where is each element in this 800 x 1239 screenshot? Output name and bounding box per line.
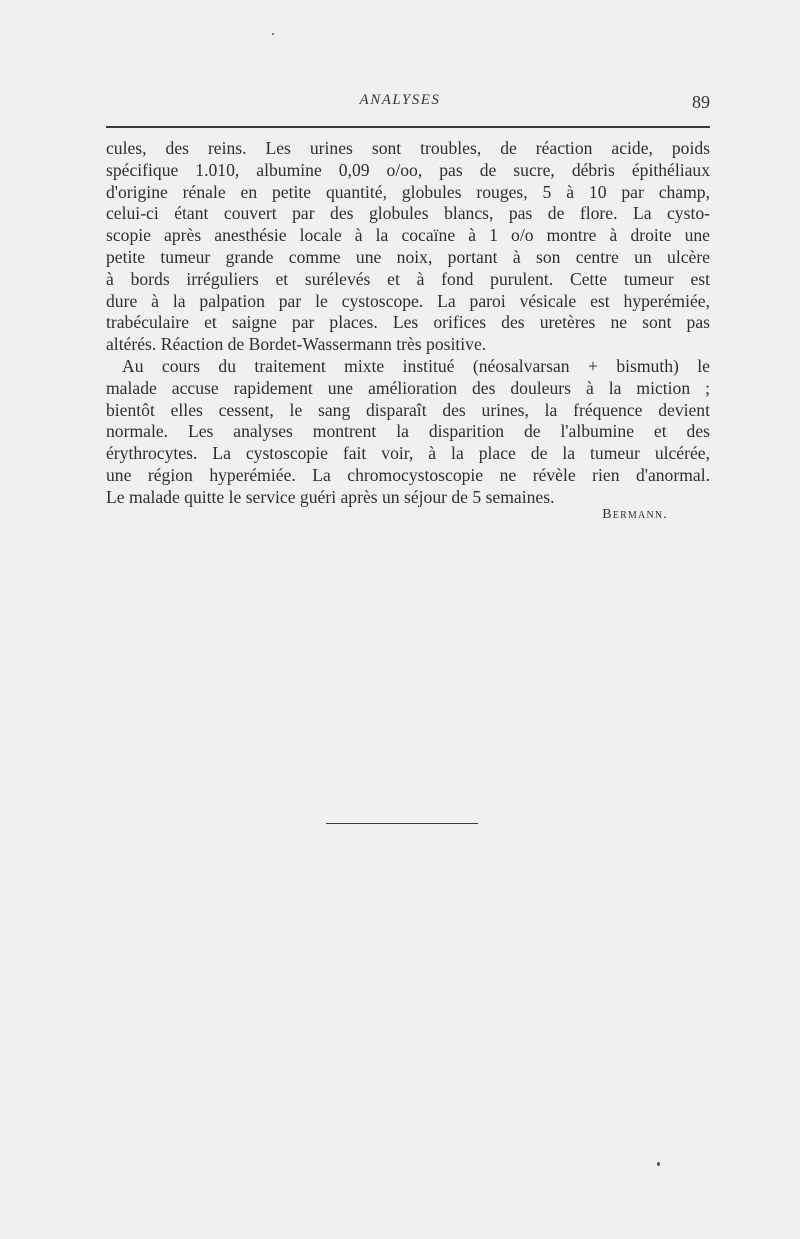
text-line: une région hyperémiée. La chromocystoscopie ne révèle rien d'anormal. [106,464,710,485]
text-line: érythrocytes. La cystoscopie fait voir, à la place de la tumeur ulcérée, [106,443,710,464]
text-line: trabéculaire et saigne par places. Les orifices des uretères ne sont pas [106,312,710,333]
text-line: d'origine rénale en petite quantité, globules rouges, 5 à 10 par champ, [106,181,710,202]
text-line: Le malade quitte le service guéri après un séjour de 5 semaines. [106,486,555,507]
text-line: à bords irréguliers et surélevés et à fond purulent. Cette tumeur est [106,268,710,289]
text-line: petite tumeur grande comme une noix, portant à son centre un ulcère [106,246,710,267]
paragraph-1 [106,138,710,356]
text-line: normale. Les analyses montrent la disparition de l'albumine et des [106,421,710,442]
body-text [106,138,710,509]
text-line: scopie après anesthésie locale à la cocaïne à 1 o/o montre à droite une [106,225,710,246]
text-line: malade accuse rapidement une amélioration des douleurs à la miction ; [106,377,710,398]
page-number: 89 [692,92,710,112]
text-line: cules, des reins. Les urines sont troubles, de réaction acide, poids [106,138,710,158]
running-head [0,92,800,116]
paragraph-2 [106,356,710,509]
header-rule [106,126,710,128]
running-title: ANALYSES [359,92,441,108]
text-line: celui-ci étant couvert par des globules blancs, pas de flore. La cysto- [106,203,710,224]
text-line: spécifique 1.010, albumine 0,09 o/oo, pas de sucre, débris épithéliaux [106,159,710,180]
paper-speck [657,1162,660,1166]
text-line: bientôt elles cessent, le sang disparaît des urines, la fréquence devient [106,399,710,420]
end-rule [326,823,478,824]
text-line: Au cours du traitement mixte institué (néosalvarsan + bismuth) le [122,355,710,376]
paper-speck [272,33,274,35]
text-line: dure à la palpation par le cystoscope. La paroi vésicale est hyperémiée, [106,290,710,311]
author-signature: Bermann. [602,507,668,522]
text-line: altérés. Réaction de Bordet-Wassermann très positive. [106,334,487,355]
